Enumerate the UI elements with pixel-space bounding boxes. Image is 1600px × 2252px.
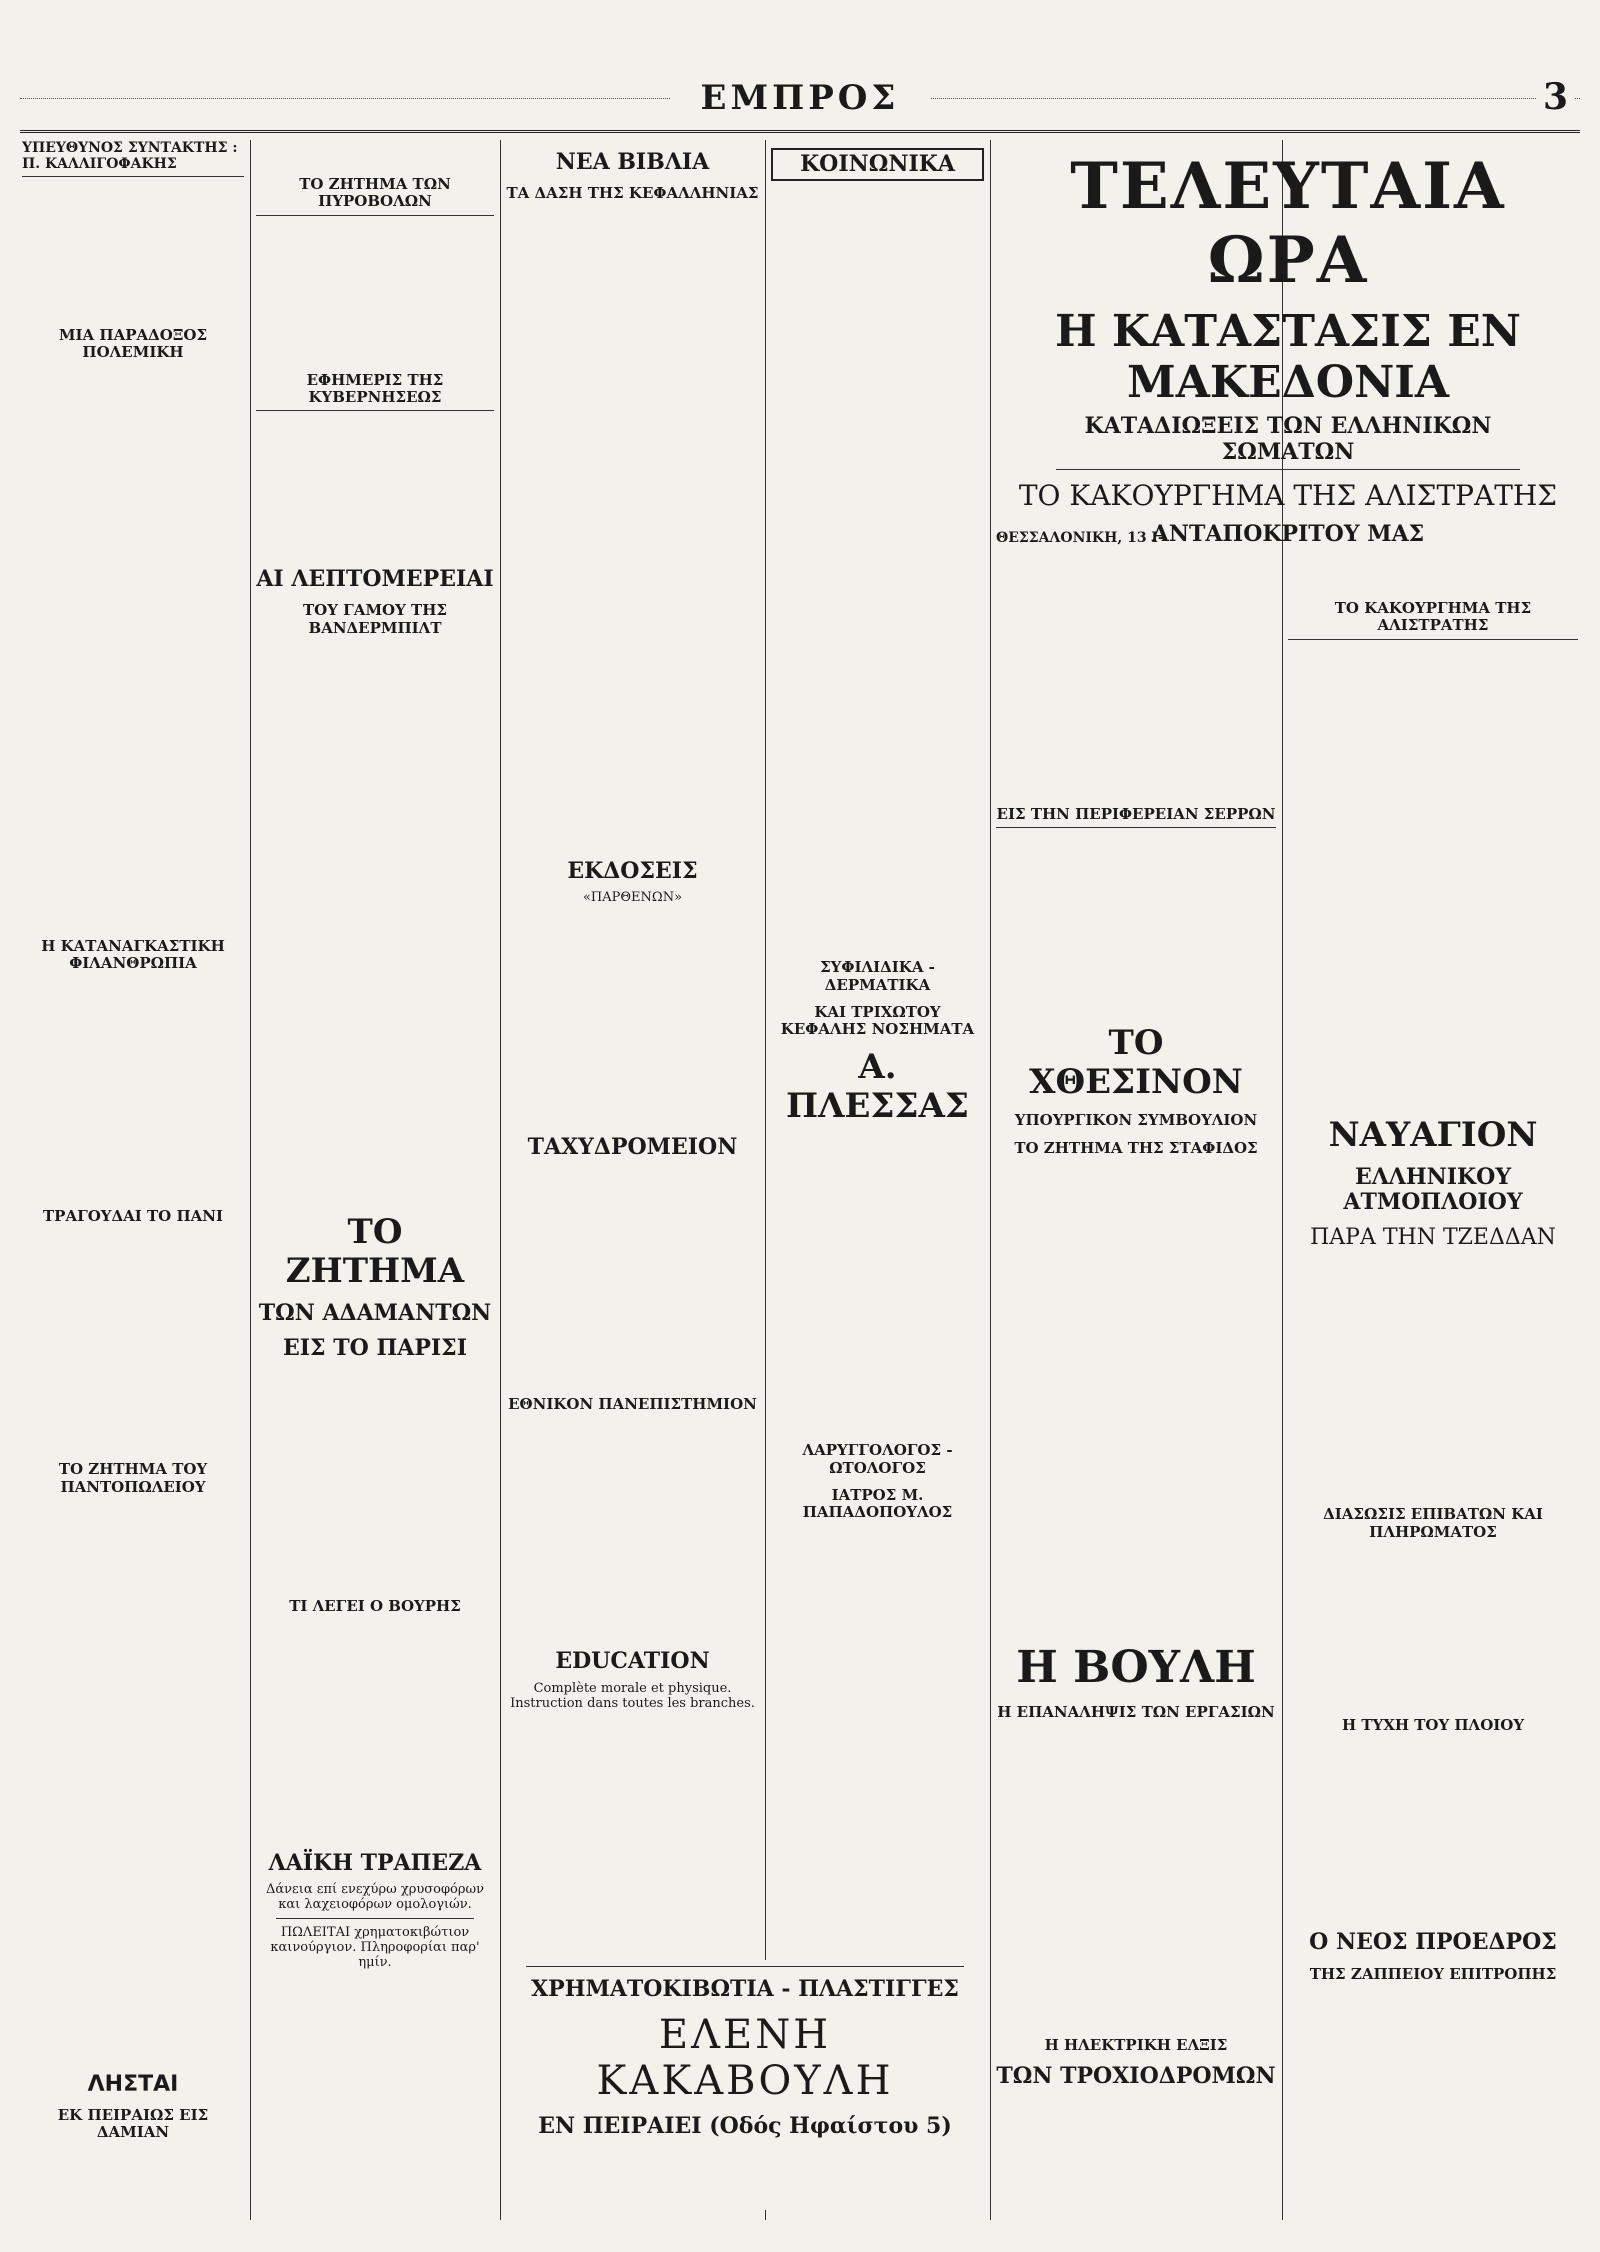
article-body: [996, 546, 1276, 796]
editor-line: ΥΠΕΥΘΥΝΟΣ ΣΥΝΤΑΚΤΗΣ : Π. ΚΑΛΛΙΓΟΦΑΚΗΣ: [22, 140, 244, 177]
section-heading: ΝΑΥΑΓΙΟΝ: [1328, 1114, 1538, 1155]
section-heading: ΕΦΗΜΕΡΙΣ ΤΗΣ ΚΥΒΕΡΝΗΣΕΩΣ: [256, 372, 494, 412]
section-heading: ΕΙΣ ΤΗΝ ΠΕΡΙΦΕΡΕΙΑΝ ΣΕΡΡΩΝ: [996, 806, 1276, 828]
article-body: [506, 209, 759, 849]
article-body: [996, 1163, 1276, 1633]
article-body: [22, 978, 244, 1198]
ad-subheading: ΚΑΙ ΤΡΙΧΩΤΟΥ ΚΕΦΑΛΗΣ ΝΟΣΗΜΑΤΑ: [780, 1002, 975, 1039]
section-heading: ΤΟ ΖΗΤΗΜΑ ΤΟΥ ΠΑΝΤΟΠΩΛΕΙΟΥ: [58, 1460, 208, 1496]
article-body: [256, 222, 494, 362]
section-heading: ΤΟ ΖΗΤΗΜΑ: [285, 1211, 465, 1291]
banner-subheading: ΤΟ ΚΑΚΟΥΡΓΗΜΑ ΤΗΣ ΑΛΙΣΤΡΑΤΗΣ: [1018, 478, 1558, 512]
column-2: [256, 140, 494, 2220]
section-subheading: ΤΟΥ ΓΑΜΟΥ ΤΗΣ ΒΑΝΔΕΡΜΠΙΛΤ: [303, 601, 447, 637]
ad-heading: ΣΥΦΙΛΙΔΙΚΑ - ΔΕΡΜΑΤΙΚΑ: [820, 958, 935, 994]
section-heading: Ο ΝΕΟΣ ΠΡΟΕΔΡΟΣ: [1309, 1929, 1557, 1956]
column-divider: [500, 140, 501, 2220]
banner-subheading: ΚΑΤΑΔΙΩΞΕΙΣ ΤΩΝ ΕΛΛΗΝΙΚΩΝ ΣΩΜΑΤΩΝ: [1056, 414, 1520, 470]
section-heading: ΤΟ ΖΗΤΗΜΑ ΤΩΝ ΠΥΡΟΒΟΛΩΝ: [256, 176, 494, 216]
section-heading: ΤΡΑΓΟΥΔΑΙ ΤΟ ΠΑΝΙ: [43, 1207, 223, 1225]
column-divider: [990, 140, 991, 2220]
bottom-ad: [506, 1960, 984, 2210]
publication-name: «ΠΑΡΘΕΝΩΝ»: [582, 889, 683, 905]
divider: [526, 1966, 964, 1967]
section-heading: ΝΕΑ ΒΙΒΛΙΑ: [555, 149, 710, 175]
article-body: [22, 177, 244, 317]
divider: [276, 1918, 474, 1919]
section-subheading: ΔΙΑΣΩΣΙΣ ΕΠΙΒΑΤΩΝ ΚΑΙ ΠΛΗΡΩΜΑΤΟΣ: [1323, 1505, 1543, 1541]
section-subheading: ΕΚ ΠΕΙΡΑΙΩΣ ΕΙΣ ΔΑΜΙΑΝ: [57, 2106, 209, 2142]
article-body: [22, 1231, 244, 1451]
article-body: [996, 1727, 1276, 2027]
newspaper-title: ΕΜΠΡΟΣ: [670, 78, 930, 118]
column-divider: [250, 140, 251, 2220]
article-body: [256, 643, 494, 1203]
section-heading: ΛΑΪΚΗ ΤΡΑΠΕΖΑ: [268, 1849, 482, 1876]
article-body: [1288, 646, 1578, 1106]
column-3: [506, 140, 759, 2220]
article-body: [771, 1132, 984, 1432]
article-body: [1288, 1256, 1578, 1496]
masthead: [20, 70, 1580, 133]
ad-subheading: ΙΑΤΡΟΣ Μ. ΠΑΠΑΔΟΠΟΥΛΟΣ: [802, 1485, 953, 1522]
banner-title: ΤΕΛΕΥΤΑΙΑ ΩΡΑ: [1070, 149, 1506, 298]
column-divider: [765, 140, 766, 2220]
article-body: [256, 1621, 494, 1841]
article-body: [1288, 1547, 1578, 1707]
section-subheading: ΤΟ ΖΗΤΗΜΑ ΤΗΣ ΣΤΑΦΙΔΟΣ: [1014, 1138, 1258, 1157]
article-body: [256, 140, 494, 166]
section-subheading: ΤΩΝ ΤΡΟΧΙΟΔΡΟΜΩΝ: [996, 2063, 1276, 2090]
section-subheading: ΕΙΣ ΤΟ ΠΑΡΙΣΙ: [283, 1335, 467, 1362]
article-body: [771, 189, 984, 949]
section-subheading: Η ΤΥΧΗ ΤΟΥ ΠΛΟΙΟΥ: [1341, 1715, 1525, 1734]
ad-heading: ΛΑΡΥΓΓΟΛΟΓΟΣ - ΩΤΟΛΟΓΟΣ: [802, 1441, 953, 1477]
side-heading: Η ΚΑΤΑΝΑΓΚΑΣΤΙΚΗ ΦΙΛΑΝΘΡΩΠΙΑ: [41, 936, 225, 972]
section-heading: Η ΒΟΥΛΗ: [1016, 1641, 1256, 1693]
section-heading: ΤΑΧΥΔΡΟΜΕΙΟΝ: [527, 1133, 738, 1160]
section-heading: ΕΚΔΟΣΕΙΣ: [567, 857, 698, 884]
section-heading: ΤΟ ΚΑΚΟΥΡΓΗΜΑ ΤΗΣ ΑΛΙΣΤΡΑΤΗΣ: [1288, 600, 1578, 640]
section-heading: ΤΩΝ ΑΔΑΜΑΝΤΩΝ: [258, 1299, 492, 1326]
article-body: [256, 417, 494, 557]
column-1: [22, 140, 244, 2220]
dateline: ΘΕΣΣΑΛΟΝΙΚΗ, 13 Ι-: [996, 530, 1164, 546]
doctor-name: Α. ΠΛΕΣΣΑΣ: [786, 1047, 969, 1127]
page-number: 3: [1537, 76, 1574, 118]
ad-text: Δάνεια επί ενεχύρω χρυσοφόρων και λαχειοφόρων ομολογιών.: [265, 1882, 485, 1913]
banner-heading: Η ΚΑΤΑΣΤΑΣΙΣ ΕΝ ΜΑΚΕΔΟΝΙΑ: [1054, 306, 1522, 408]
section-heading: EDUCATION: [555, 1648, 710, 1675]
section-heading: ΚΟΙΝΩΝΙΚΑ: [771, 148, 984, 181]
ad-text: Complète morale et physique. Instruction dans toutes les branches.: [510, 1680, 755, 1711]
article-body: [996, 834, 1276, 1014]
article-body: [22, 1502, 244, 2062]
section-heading: ΑΙ ΛΕΠΤΟΜΕΡΕΙΑΙ: [256, 566, 494, 592]
section-heading: ΤΙ ΛΕΓΕΙ Ο ΒΟΥΡΗΣ: [289, 1596, 461, 1615]
section-subheading: Η ΕΠΑΝΑΛΗΨΙΣ ΤΩΝ ΕΡΓΑΣΙΩΝ: [997, 1702, 1275, 1721]
section-subheading: ΥΠΟΥΡΓΙΚΟΝ ΣΥΜΒΟΥΛΙΟΝ: [1014, 1111, 1258, 1130]
article-body: [506, 1419, 759, 1639]
column-5: [996, 530, 1276, 2220]
side-heading: ΜΙΑ ΠΑΡΑΔΟΞΟΣ ΠΟΛΕΜΙΚΗ: [58, 326, 208, 362]
ad-address: ΕΝ ΠΕΙΡΑΙΕΙ (Οδός Ηφαίστου 5): [538, 2113, 952, 2140]
section-heading: ΕΛΛΗΝΙΚΟΥ ΑΤΜΟΠΛΟΙΟΥ: [1343, 1163, 1523, 1215]
ad-text: ΠΩΛΕΙΤΑΙ χρηματοκιβώτιον καινούργιον. Πληροφορίαι παρ' ημίν.: [270, 1925, 480, 1971]
article-body: [506, 905, 759, 1125]
ad-heading: ΧΡΗΜΑΤΟΚΙΒΩΤΙΑ - ΠΛΑΣΤΙΓΓΕΣ: [531, 1976, 959, 2002]
section-heading: ΤΟ ΧΘΕΣΙΝΟΝ: [1029, 1023, 1243, 1103]
section-subheading: ΠΑΡΑ ΤΗΝ ΤΖΕΔΔΑΝ: [1310, 1225, 1556, 1251]
section-heading: ΕΘΝΙΚΟΝ ΠΑΝΕΠΙΣΤΗΜΙΟΝ: [508, 1395, 757, 1414]
article-body: [1288, 530, 1578, 590]
section-subheading: ΤΑ ΔΑΣΗ ΤΗΣ ΚΕΦΑΛΛΗΝΙΑΣ: [506, 184, 759, 203]
article-body: [22, 368, 244, 928]
article-body: [256, 1368, 494, 1588]
column-4: [771, 140, 984, 1920]
banner-byline: ΑΝΤΑΠΟΚΡΙΤΟΥ ΜΑΣ: [1151, 521, 1425, 548]
article-body: [506, 1166, 759, 1386]
section-heading: ΛΗΣΤΑΙ: [87, 2071, 179, 2097]
column-6: [1288, 530, 1578, 2220]
section-subheading: ΤΗΣ ΖΑΠΠΕΙΟΥ ΕΠΙΤΡΟΠΗΣ: [1309, 1964, 1557, 1983]
section-heading: Η ΗΛΕΚΤΡΙΚΗ ΕΛΞΙΣ: [1044, 2035, 1228, 2054]
ad-name: ΕΛΕΝΗ ΚΑΚΑΒΟΥΛΗ: [596, 2012, 894, 2105]
article-body: [1288, 1740, 1578, 1920]
